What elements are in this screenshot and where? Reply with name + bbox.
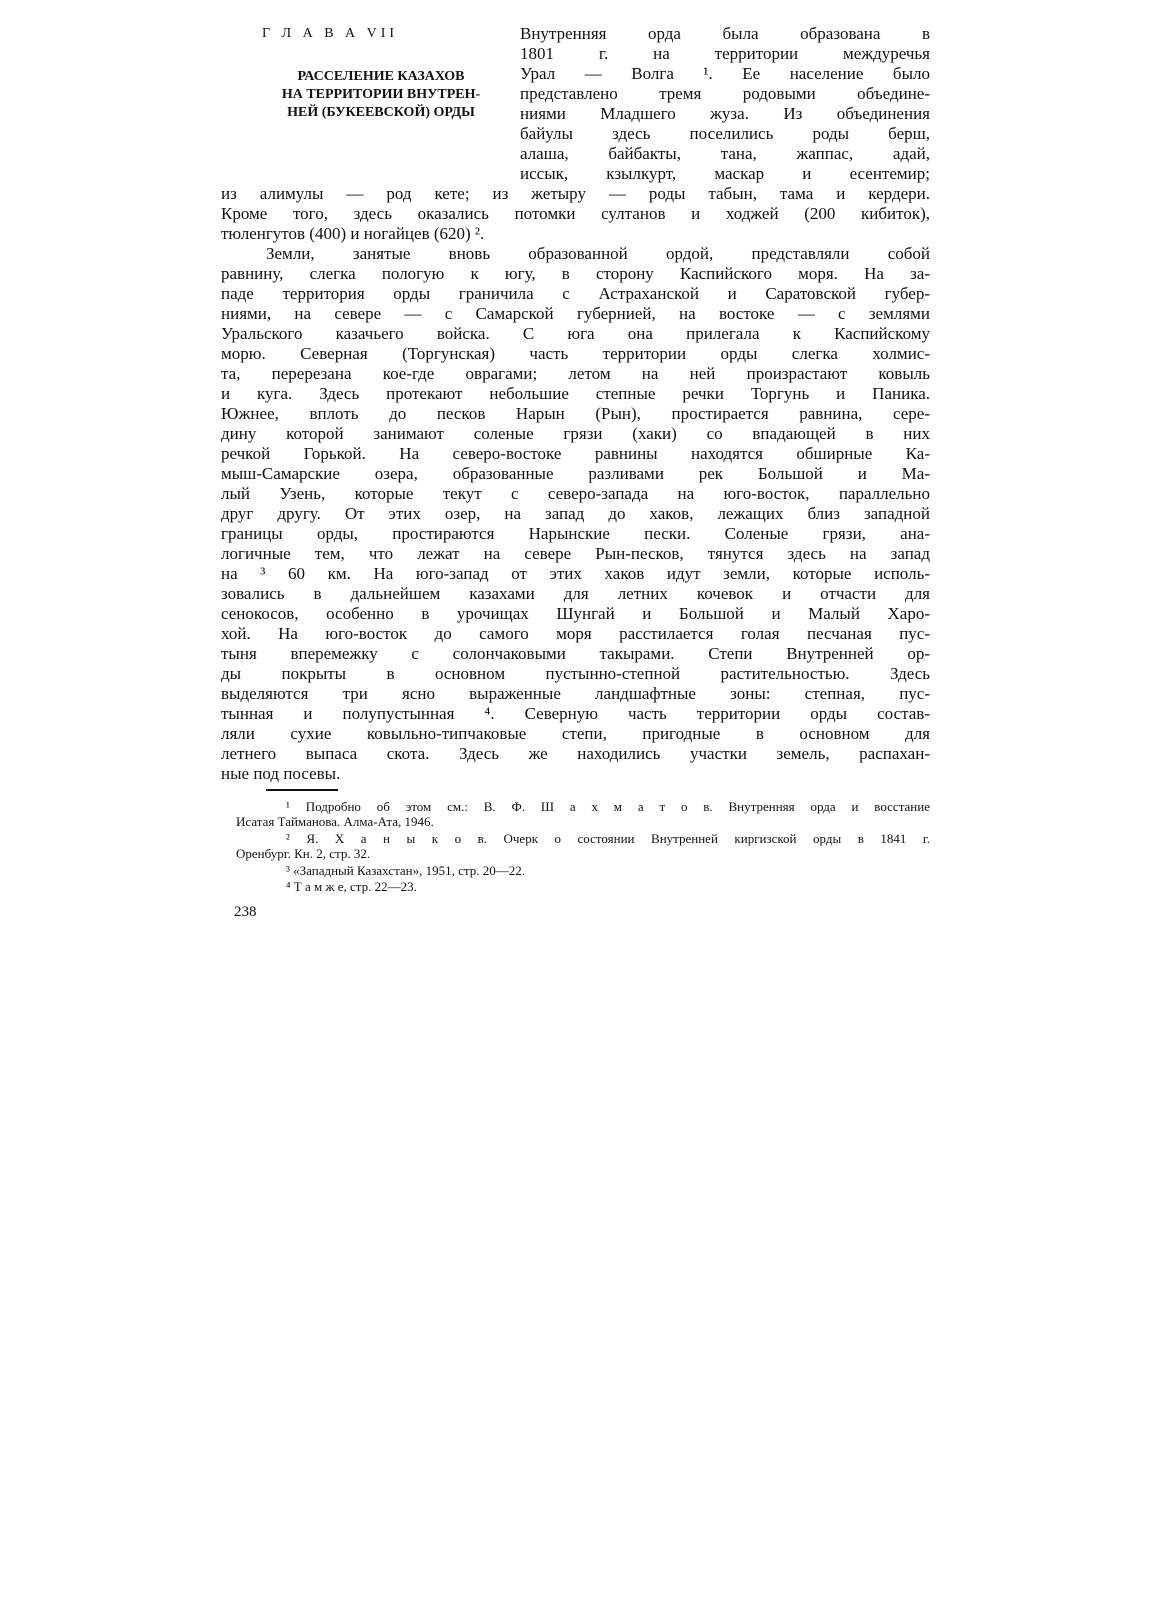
section-title [250,68,512,122]
body-line: Южнее, вплоть до песков Нарын (Рын), простирается равнина, сере- [221,404,930,423]
body-line: зовались в дальнейшем казахами для летних кочевок и отчасти для [221,584,930,603]
body-line: Земли, занятые вновь образованной ордой, представляли собой [266,244,930,263]
body-line: Внутренняя орда была образована в [520,24,930,43]
chapter-label: Г Л А В А VII [262,26,399,41]
body-line: дину которой занимают соленые грязи (хаки) со впадающей в них [221,424,930,443]
footnote-line: ¹ Подробно об этом см.: В. Ф. Ш а х м а т о в. Внутренняя орда и восстание [286,799,930,814]
body-line: ниями, на севере — с Самарской губернией, на востоке — с землями [221,304,930,323]
footnote-line: Оренбург. Кн. 2, стр. 32. [236,846,371,861]
body-line: летнего выпаса скота. Здесь же находились участки земель, распахан- [221,744,930,763]
body-line: друг другу. От этих озер, на запад до хаков, лежащих близ западной [221,504,930,523]
body-line: та, перерезана кое-где оврагами; летом на ней произрастают ковыль [221,364,930,383]
body-line: хой. На юго-восток до самого моря расстилается голая песчаная пус- [221,624,930,643]
footnote-divider [266,789,338,791]
body-line: ные под посевы. [221,764,341,783]
body-line: тыня вперемежку с солончаковыми такырами. Степи Внутренней ор- [221,644,930,663]
body-line: лый Узень, которые текут с северо-запада на юго-восток, параллельно [221,484,930,503]
body-line: Кроме того, здесь оказались потомки султанов и ходжей (200 кибиток), [221,204,930,223]
body-line: мыш-Самарские озера, образованные разливами рек Большой и Ма- [221,464,930,483]
body-line: тюленгутов (400) и ногайцев (620) ². [221,224,485,243]
body-line: ды покрыты в основном пустынно-степной растительностью. Здесь [221,664,930,683]
body-line: представлено тремя родовыми объедине- [520,84,930,103]
body-line: границы орды, простираются Нарынские пески. Соленые грязи, ана- [221,524,930,543]
body-line: равнину, слегка пологую к югу, в сторону Каспийского моря. На за- [221,264,930,283]
page-number: 238 [234,904,257,920]
footnote-line: ⁴ Т а м ж е, стр. 22—23. [286,879,417,894]
footnote-line: ² Я. Х а н ы к о в. Очерк о состоянии Внутренней киргизской орды в 1841 г. [286,831,930,846]
body-line: выделяются три ясно выраженные ландшафтные зоны: степная, пус- [221,684,930,703]
body-line: Уральского казачьего войска. С юга она прилегала к Каспийскому [221,324,930,343]
body-line: алаша, байбакты, тана, жаппас, адай, [520,144,930,163]
footnote-line: Исатая Тайманова. Алма-Ата, 1946. [236,814,434,829]
body-line: тынная и полупустынная ⁴. Северную часть территории орды состав- [221,704,930,723]
body-line: на ³ 60 км. На юго-запад от этих хаков идут земли, которые исполь- [221,564,930,583]
body-line: иссык, кзылкурт, маскар и есентемир; [520,164,930,183]
body-line: из алимулы — род кете; из жетыру — роды табын, тама и кердери. [221,184,930,203]
body-line: и куга. Здесь протекают небольшие степные речки Торгунь и Паника. [221,384,930,403]
footnote-line: ³ «Западный Казахстан», 1951, стр. 20—22. [286,863,525,878]
body-line: речкой Горькой. На северо-востоке равнины находятся обширные Ка- [221,444,930,463]
body-line: паде территория орды граничила с Астраханской и Саратовской губер- [221,284,930,303]
body-line: морю. Северная (Торгунская) часть территории орды слегка холмис- [221,344,930,363]
body-line: сенокосов, особенно в урочищах Шунгай и Большой и Малый Харо- [221,604,930,623]
body-line: ниями Младшего жуза. Из объединения [520,104,930,123]
body-line: байулы здесь поселились роды берш, [520,124,930,143]
body-line: ляли сухие ковыльно-типчаковые степи, пригодные в основном для [221,724,930,743]
section-title-line: НА ТЕРРИТОРИИ ВНУТРЕН- [281,87,481,102]
section-title-line: РАССЕЛЕНИЕ КАЗАХОВ [297,69,465,84]
body-line: логичные тем, что лежат на севере Рын-песков, тянутся здесь на запад [221,544,930,563]
body-line: Урал — Волга ¹. Ее население было [520,64,930,83]
section-title-line: НЕЙ (БУКЕЕВСКОЙ) ОРДЫ [287,105,475,120]
body-line: 1801 г. на территории междуречья [520,44,930,63]
